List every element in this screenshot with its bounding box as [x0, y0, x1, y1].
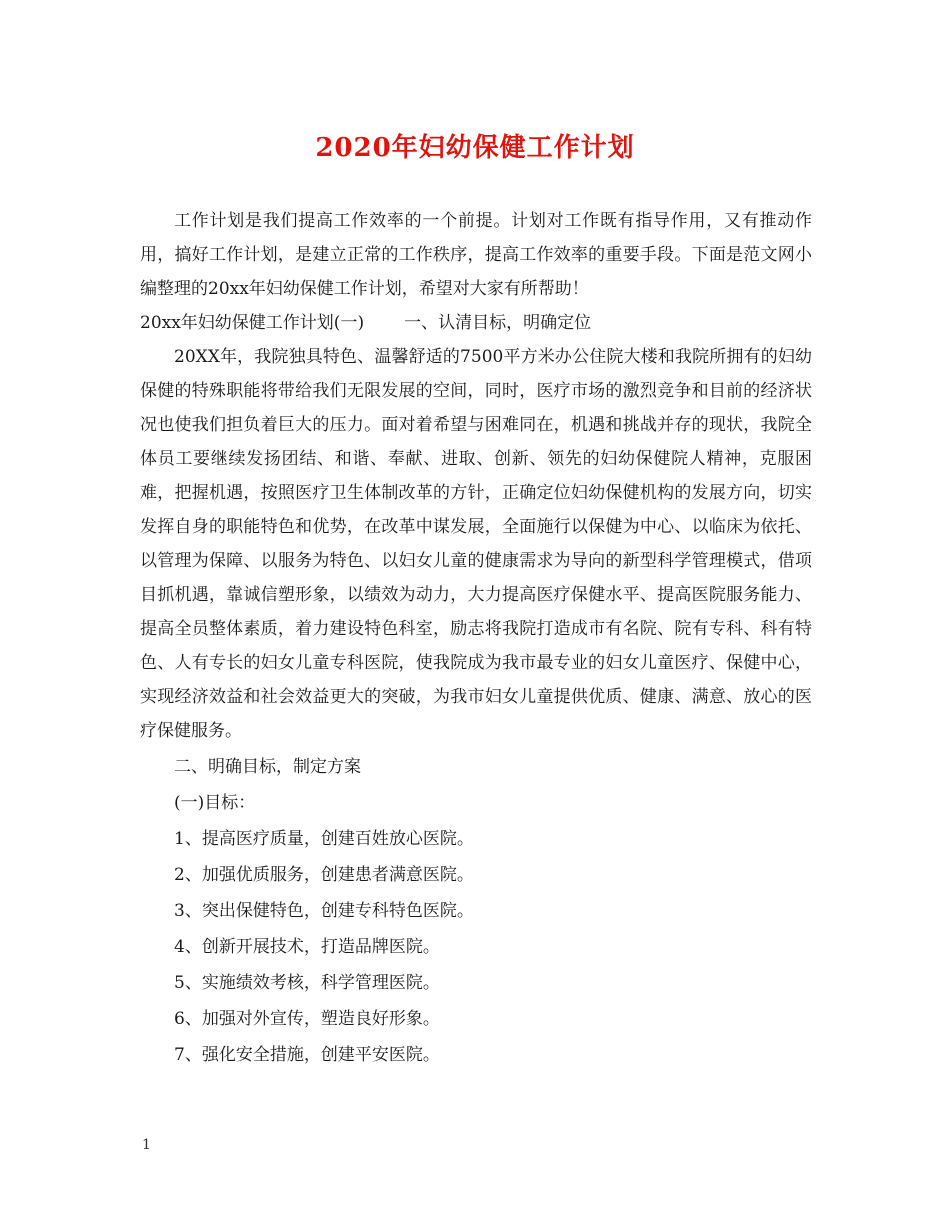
list-item: 1、提高医疗质量，创建百姓放心医院。 — [174, 829, 474, 849]
list-item: 4、创新开展技术，打造品牌医院。 — [174, 937, 440, 957]
list-item: 2、加强优质服务，创建患者满意医院。 — [174, 865, 474, 885]
document-body — [140, 204, 812, 1072]
section1-heading: 一、认清目标，明确定位 — [404, 313, 592, 333]
list-item: 3、突出保健特色，创建专科特色医院。 — [174, 901, 474, 921]
plan-label: 20xx年妇幼保健工作计划(一) — [140, 313, 365, 333]
document-title: 2020年妇幼保健工作计划 — [315, 133, 635, 163]
plan-heading-line — [140, 306, 812, 340]
subsection-heading: (一)目标： — [174, 793, 256, 813]
list-item: 5、实施绩效考核，科学管理医院。 — [174, 973, 440, 993]
section1-paragraph: 20XX年，我院独具特色、温馨舒适的7500平方米办公住院大楼和我院所拥有的妇幼保健的特殊职能将带给我们无限发展的空间，同时，医疗市场的激烈竞争和目前的经济状况也使我们担负着巨大的压力。面对着希望与困难同在，机遇和挑战并存的现状，我院全体员工要继续发扬团结、和谐、奉献、进取、创新、领先的妇幼保健院人精神，克服困难，把握机遇，按照医疗卫生体制改革的方针，正确定位妇幼保健机构的发展方向，切实发挥自身的职能特色和优势，在改革中谋发展，全面施行以保健为中心、以临床为依托、以管理为保障、以服务为特色、以妇女儿童的健康需求为导向的新型科学管理模式，借项目抓机遇，靠诚信塑形象，以绩效为动力，大力提高医疗保健水平、提高医院服务能力、提高全员整体素质，着力建设特色科室，励志将我院打造成市有名院、院有专科、科有特色、人有专长的妇女儿童专科医院，使我院成为我市最专业的妇女儿童医疗、保健中心，实现经济效益和社会效益更大的突破，为我市妇女儿童提供优质、健康、满意、放心的医疗保健服务。 — [140, 347, 812, 741]
page-number: 1 — [142, 1137, 151, 1153]
section2-heading: 二、明确目标，制定方案 — [174, 757, 361, 777]
list-item: 7、强化安全措施，创建平安医院。 — [174, 1045, 440, 1065]
list-item: 6、加强对外宣传，塑造良好形象。 — [174, 1009, 440, 1029]
intro-paragraph: 工作计划是我们提高工作效率的一个前提。计划对工作既有指导作用，又有推动作用，搞好工作计划，是建立正常的工作秩序，提高工作效率的重要手段。下面是范文网小编整理的20xx年妇幼保健工作计划，希望对大家有所帮助！ — [140, 211, 812, 299]
